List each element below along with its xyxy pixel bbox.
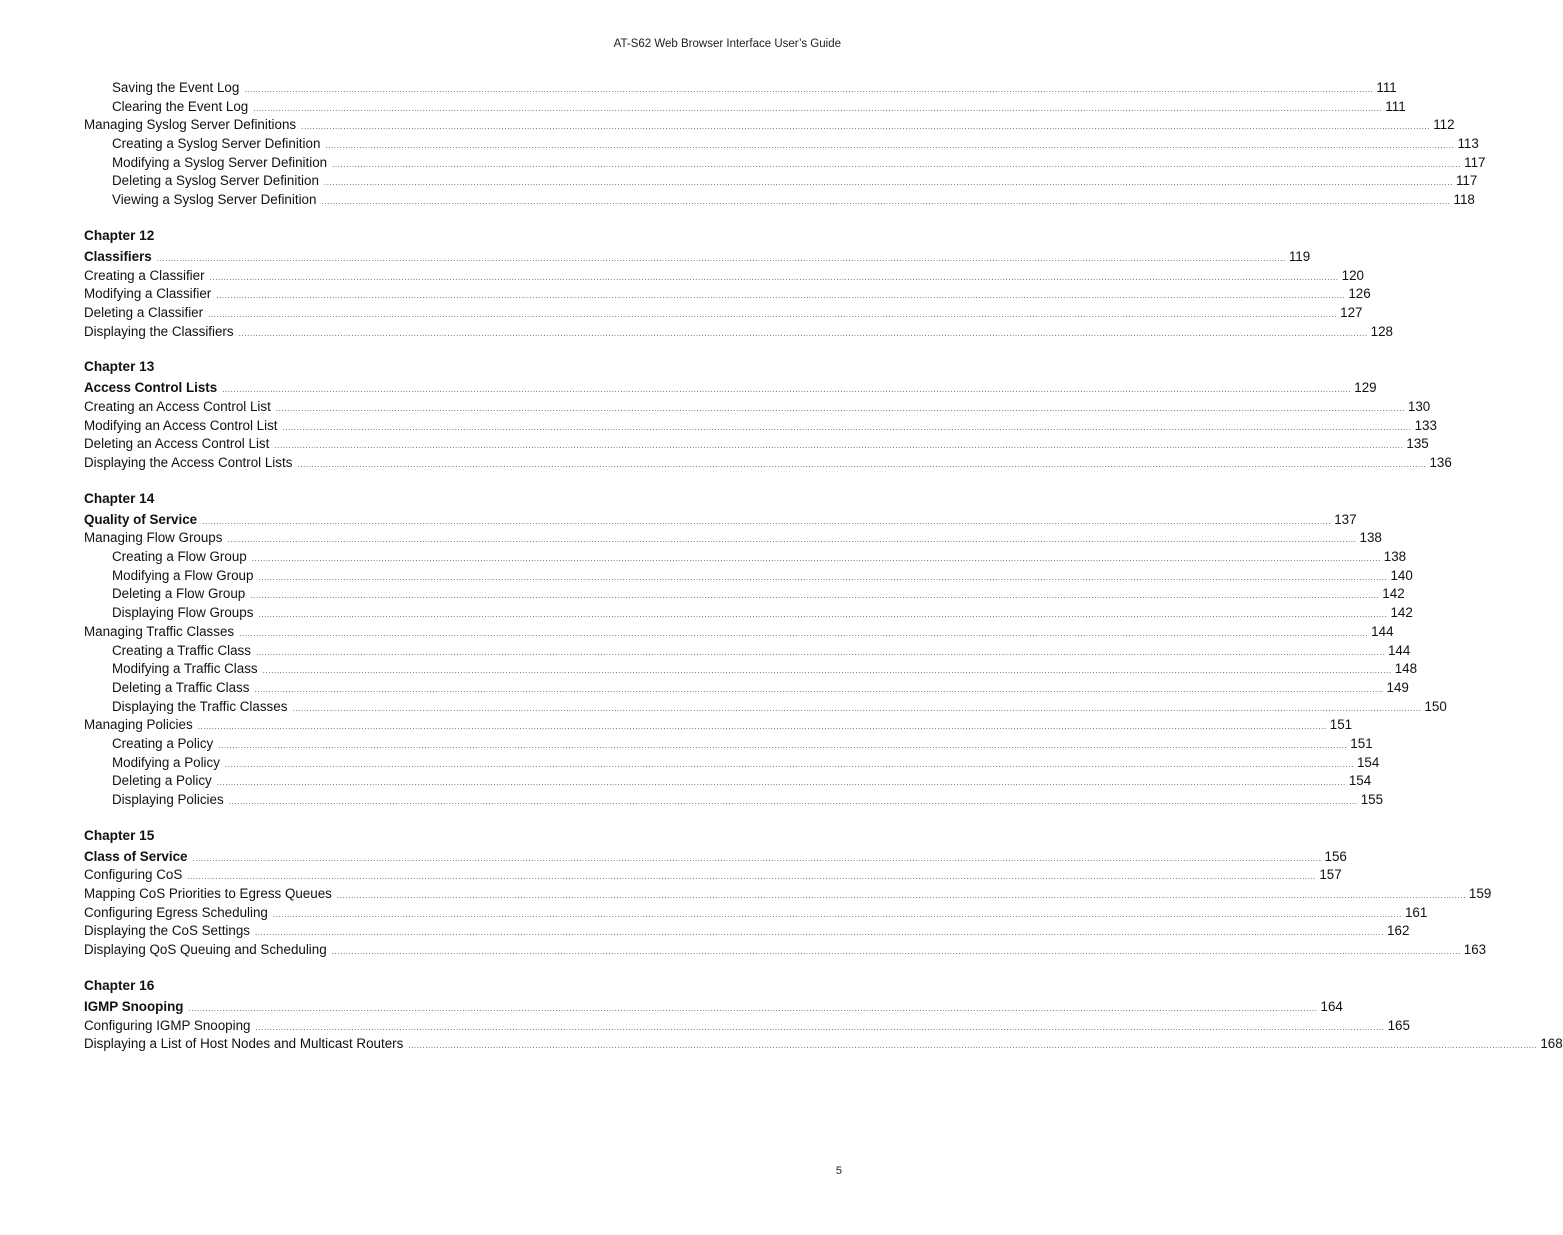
toc-entry-page: 149 — [1386, 679, 1409, 695]
toc-entry-title: Creating a Classifier — [84, 267, 205, 283]
toc-entry-title: Configuring IGMP Snooping — [84, 1017, 251, 1033]
dot-leader: ................................................................................................................................................................................................................................................................................................................................................................................................................ — [292, 703, 1422, 713]
chapter-title-entry[interactable] — [84, 998, 1343, 1017]
toc-subentry[interactable] — [84, 548, 1407, 567]
toc-entry-title: Quality of Service — [84, 511, 198, 527]
dot-leader: ................................................................................................................................................................................................................................................................................................................................................................................................................ — [258, 610, 1388, 620]
dot-leader: ................................................................................................................................................................................................................................................................................................................................................................................................................ — [253, 103, 1383, 113]
dot-leader: ................................................................................................................................................................................................................................................................................................................................................................................................................ — [209, 272, 1339, 282]
toc-entry-title: Managing Flow Groups — [84, 530, 223, 546]
dot-leader: ................................................................................................................................................................................................................................................................................................................................................................................................................ — [251, 554, 1381, 564]
toc-entry-page: 148 — [1394, 661, 1418, 677]
dot-leader: ................................................................................................................................................................................................................................................................................................................................................................................................................ — [336, 891, 1466, 901]
toc-entry-page: 126 — [1348, 286, 1371, 302]
toc-entry-page: 119 — [1288, 248, 1311, 264]
dot-leader: ................................................................................................................................................................................................................................................................................................................................................................................................................ — [275, 403, 1405, 413]
toc-entry-title: Class of Service — [84, 848, 188, 864]
toc-entry[interactable] — [84, 623, 1394, 642]
chapter-title-entry[interactable] — [84, 848, 1347, 867]
dot-leader: ................................................................................................................................................................................................................................................................................................................................................................................................................ — [222, 385, 1352, 395]
dot-leader: ................................................................................................................................................................................................................................................................................................................................................................................................................ — [272, 909, 1402, 919]
chapter-heading: Chapter 15 — [84, 827, 155, 843]
toc-entry-page: 155 — [1360, 792, 1384, 807]
toc-entry-page: 159 — [1468, 886, 1492, 902]
dot-leader: ................................................................................................................................................................................................................................................................................................................................................................................................................ — [255, 1022, 1385, 1032]
dot-leader: ................................................................................................................................................................................................................................................................................................................................................................................................................ — [228, 797, 1358, 806]
toc-entry[interactable] — [84, 454, 1452, 473]
toc-subentry[interactable] — [84, 154, 1486, 173]
dot-leader: ................................................................................................................................................................................................................................................................................................................................................................................................................ — [224, 759, 1354, 769]
chapter-heading: Chapter 13 — [84, 359, 155, 375]
toc-entry-page: 144 — [1371, 623, 1394, 639]
dot-leader: ................................................................................................................................................................................................................................................................................................................................................................................................................ — [156, 253, 1286, 263]
toc-entry-page: 111 — [1385, 98, 1406, 114]
dot-leader: ................................................................................................................................................................................................................................................................................................................................................................................................................ — [197, 722, 1327, 732]
toc-entry-title: Mapping CoS Priorities to Egress Queues — [84, 886, 332, 902]
toc-entry-title: Modifying a Traffic Class — [112, 661, 258, 677]
toc-entry-title: Creating a Flow Group — [112, 549, 247, 565]
toc-entry-title: Deleting a Policy — [112, 773, 212, 789]
toc-entry-title: Clearing the Event Log — [112, 98, 249, 114]
toc-subentry[interactable] — [84, 604, 1413, 623]
toc-entry-page: 151 — [1350, 735, 1373, 751]
chapter-heading: Chapter 12 — [84, 227, 155, 243]
dot-leader: ................................................................................................................................................................................................................................................................................................................................................................................................................ — [254, 928, 1385, 938]
toc-entry-title: Creating a Syslog Server Definition — [112, 136, 321, 152]
toc-entry-page: 118 — [1453, 192, 1475, 208]
toc-entry[interactable] — [84, 435, 1429, 454]
toc-entry-page: 137 — [1334, 511, 1357, 527]
toc-entry-page: 136 — [1429, 455, 1452, 470]
toc-entry-page: 138 — [1359, 530, 1382, 546]
toc-subentry[interactable] — [84, 698, 1447, 717]
toc-entry-page: 129 — [1354, 380, 1377, 396]
toc-entry-page: 163 — [1463, 942, 1487, 958]
toc-entry-title: Displaying Flow Groups — [112, 605, 254, 621]
toc-entry-title: Displaying the Access Control Lists — [84, 455, 293, 470]
dot-leader: ................................................................................................................................................................................................................................................................................................................................................................................................................ — [331, 947, 1461, 957]
toc-entry-title: Displaying the CoS Settings — [84, 923, 250, 939]
toc-entry[interactable] — [84, 1035, 1563, 1054]
toc-entry[interactable] — [84, 398, 1431, 417]
toc-entry[interactable] — [84, 716, 1353, 735]
toc-entry-page: 130 — [1407, 398, 1431, 414]
toc-subentry[interactable] — [84, 754, 1380, 773]
toc-entry-page: 138 — [1383, 549, 1407, 565]
toc-entry-title: Managing Policies — [84, 717, 193, 733]
toc-entry-page: 150 — [1424, 698, 1447, 714]
dot-leader: ................................................................................................................................................................................................................................................................................................................................................................................................................ — [218, 740, 1348, 750]
toc-subentry[interactable] — [84, 79, 1397, 98]
dot-leader: ................................................................................................................................................................................................................................................................................................................................................................................................................ — [238, 328, 1368, 338]
toc-entry-title: Configuring CoS — [84, 867, 183, 883]
toc-entry-title: Modifying a Policy — [112, 754, 220, 770]
toc-subentry[interactable] — [84, 585, 1405, 604]
dot-leader: ................................................................................................................................................................................................................................................................................................................................................................................................................ — [216, 291, 1346, 301]
chapter-heading: Chapter 16 — [84, 977, 155, 993]
toc-entry-page: 165 — [1387, 1017, 1410, 1033]
toc-entry-page: 112 — [1433, 117, 1455, 133]
dot-leader: ................................................................................................................................................................................................................................................................................................................................................................................................................ — [282, 422, 1412, 432]
toc-entry[interactable] — [84, 285, 1371, 304]
toc-entry-page: 151 — [1329, 717, 1353, 733]
toc-entry-title: Deleting a Classifier — [84, 304, 204, 320]
toc-entry-title: IGMP Snooping — [84, 998, 184, 1014]
dot-leader: ................................................................................................................................................................................................................................................................................................................................................................................................................ — [321, 197, 1451, 207]
dot-leader: ................................................................................................................................................................................................................................................................................................................................................................................................................ — [258, 572, 1388, 582]
toc-entry-title: Saving the Event Log — [112, 80, 240, 95]
toc-entry[interactable] — [84, 904, 1428, 923]
toc-entry-title: Deleting a Syslog Server Definition — [112, 173, 319, 189]
dot-leader: ................................................................................................................................................................................................................................................................................................................................................................................................................ — [244, 85, 1374, 94]
toc-subentry[interactable] — [84, 660, 1418, 679]
toc-entry-page: 156 — [1324, 848, 1347, 864]
toc-entry-title: Displaying the Classifiers — [84, 323, 234, 339]
dot-leader: ................................................................................................................................................................................................................................................................................................................................................................................................................ — [262, 666, 1392, 676]
table-of-contents — [84, 79, 1563, 1054]
toc-entry-page: 128 — [1370, 323, 1393, 339]
toc-entry-page: 127 — [1340, 304, 1363, 320]
dot-leader: ................................................................................................................................................................................................................................................................................................................................................................................................................ — [239, 628, 1369, 638]
chapter-title-entry[interactable] — [84, 379, 1377, 398]
dot-leader: ................................................................................................................................................................................................................................................................................................................................................................................................................ — [297, 460, 1427, 469]
toc-entry-page: 120 — [1341, 267, 1364, 283]
dot-leader: ................................................................................................................................................................................................................................................................................................................................................................................................................ — [227, 535, 1357, 545]
dot-leader: ................................................................................................................................................................................................................................................................................................................................................................................................................ — [323, 178, 1453, 188]
toc-subentry[interactable] — [84, 172, 1478, 191]
dot-leader: ................................................................................................................................................................................................................................................................................................................................................................................................................ — [408, 1041, 1538, 1051]
dot-leader: ................................................................................................................................................................................................................................................................................................................................................................................................................ — [192, 853, 1322, 863]
toc-entry-page: 142 — [1382, 586, 1405, 602]
running-header: AT-S62 Web Browser Interface User’s Guide — [613, 38, 841, 50]
toc-subentry[interactable] — [84, 735, 1373, 754]
toc-entry-page: 154 — [1348, 773, 1372, 789]
dot-leader: ................................................................................................................................................................................................................................................................................................................................................................................................................ — [216, 778, 1346, 788]
toc-entry[interactable] — [84, 267, 1364, 286]
dot-leader: ................................................................................................................................................................................................................................................................................................................................................................................................................ — [250, 591, 1380, 601]
chapter-title-entry[interactable] — [84, 248, 1311, 267]
toc-entry[interactable] — [84, 941, 1487, 960]
toc-entry-title: Creating an Access Control List — [84, 398, 271, 414]
toc-entry-page: 142 — [1390, 605, 1413, 621]
toc-subentry[interactable] — [84, 567, 1413, 586]
toc-subentry[interactable] — [84, 772, 1372, 791]
chapter-title-entry[interactable] — [84, 511, 1357, 530]
dot-leader: ................................................................................................................................................................................................................................................................................................................................................................................................................ — [332, 159, 1462, 169]
toc-entry-title: Access Control Lists — [84, 380, 218, 396]
toc-entry-title: Modifying a Syslog Server Definition — [112, 154, 328, 170]
toc-subentry[interactable] — [84, 191, 1475, 210]
toc-entry-page: 135 — [1406, 436, 1429, 452]
toc-entry-title: Configuring Egress Scheduling — [84, 904, 268, 920]
page-number: 5 — [835, 1165, 842, 1177]
toc-subentry[interactable] — [84, 642, 1411, 661]
dot-leader: ................................................................................................................................................................................................................................................................................................................................................................................................................ — [202, 516, 1332, 526]
toc-entry[interactable] — [84, 323, 1393, 342]
toc-entry-page: 157 — [1319, 867, 1342, 883]
toc-entry[interactable] — [84, 1017, 1410, 1036]
toc-subentry[interactable] — [84, 791, 1384, 810]
dot-leader: ................................................................................................................................................................................................................................................................................................................................................................................................................ — [274, 441, 1404, 451]
toc-entry-page: 164 — [1320, 998, 1343, 1014]
toc-entry-title: Managing Traffic Classes — [84, 623, 235, 639]
dot-leader: ................................................................................................................................................................................................................................................................................................................................................................................................................ — [325, 141, 1455, 151]
toc-entry-page: 144 — [1387, 642, 1411, 658]
toc-subentry[interactable] — [84, 679, 1409, 698]
toc-entry-title: Modifying a Flow Group — [112, 567, 254, 583]
dot-leader: ................................................................................................................................................................................................................................................................................................................................................................................................................ — [254, 684, 1384, 694]
toc-entry-page: 140 — [1390, 567, 1413, 583]
toc-entry-title: Creating a Traffic Class — [112, 642, 251, 658]
dot-leader: ................................................................................................................................................................................................................................................................................................................................................................................................................ — [255, 647, 1385, 657]
dot-leader: ................................................................................................................................................................................................................................................................................................................................................................................................................ — [187, 872, 1317, 882]
toc-entry-page: 161 — [1404, 904, 1428, 920]
toc-entry-page: 111 — [1376, 80, 1397, 95]
toc-entry-title: Classifiers — [84, 248, 152, 264]
toc-entry-page: 162 — [1387, 923, 1410, 939]
toc-entry-title: Displaying QoS Queuing and Scheduling — [84, 942, 327, 958]
toc-entry[interactable] — [84, 922, 1410, 941]
toc-entry-title: Deleting a Flow Group — [112, 586, 246, 602]
chapter-heading: Chapter 14 — [84, 490, 155, 506]
toc-entry[interactable] — [84, 304, 1363, 323]
toc-entry-page: 117 — [1464, 154, 1486, 170]
toc-entry-page: 113 — [1457, 136, 1479, 152]
dot-leader: ................................................................................................................................................................................................................................................................................................................................................................................................................ — [301, 122, 1431, 132]
toc-entry-title: Creating a Policy — [112, 735, 214, 751]
toc-entry[interactable] — [84, 885, 1492, 904]
toc-entry-title: Displaying the Traffic Classes — [112, 698, 288, 714]
toc-entry-title: Displaying Policies — [112, 792, 224, 807]
toc-entry-page: 168 — [1540, 1036, 1563, 1052]
toc-entry[interactable] — [84, 116, 1455, 135]
dot-leader: ................................................................................................................................................................................................................................................................................................................................................................................................................ — [208, 309, 1338, 319]
toc-subentry[interactable] — [84, 135, 1479, 154]
toc-entry-title: Managing Syslog Server Definitions — [84, 117, 297, 133]
toc-entry-page: 154 — [1356, 754, 1380, 770]
toc-entry[interactable] — [84, 529, 1382, 548]
dot-leader: ................................................................................................................................................................................................................................................................................................................................................................................................................ — [188, 1003, 1318, 1013]
toc-subentry[interactable] — [84, 98, 1406, 117]
toc-entry-title: Deleting an Access Control List — [84, 436, 270, 452]
toc-entry[interactable] — [84, 417, 1437, 436]
toc-entry[interactable] — [84, 866, 1342, 885]
toc-entry-title: Deleting a Traffic Class — [112, 679, 250, 695]
toc-entry-title: Viewing a Syslog Server Definition — [112, 192, 317, 208]
toc-entry-page: 133 — [1414, 417, 1437, 433]
toc-entry-title: Modifying a Classifier — [84, 286, 212, 302]
toc-entry-title: Displaying a List of Host Nodes and Multicast Routers — [84, 1036, 404, 1052]
toc-entry-title: Modifying an Access Control List — [84, 417, 278, 433]
toc-entry-page: 117 — [1455, 173, 1478, 189]
